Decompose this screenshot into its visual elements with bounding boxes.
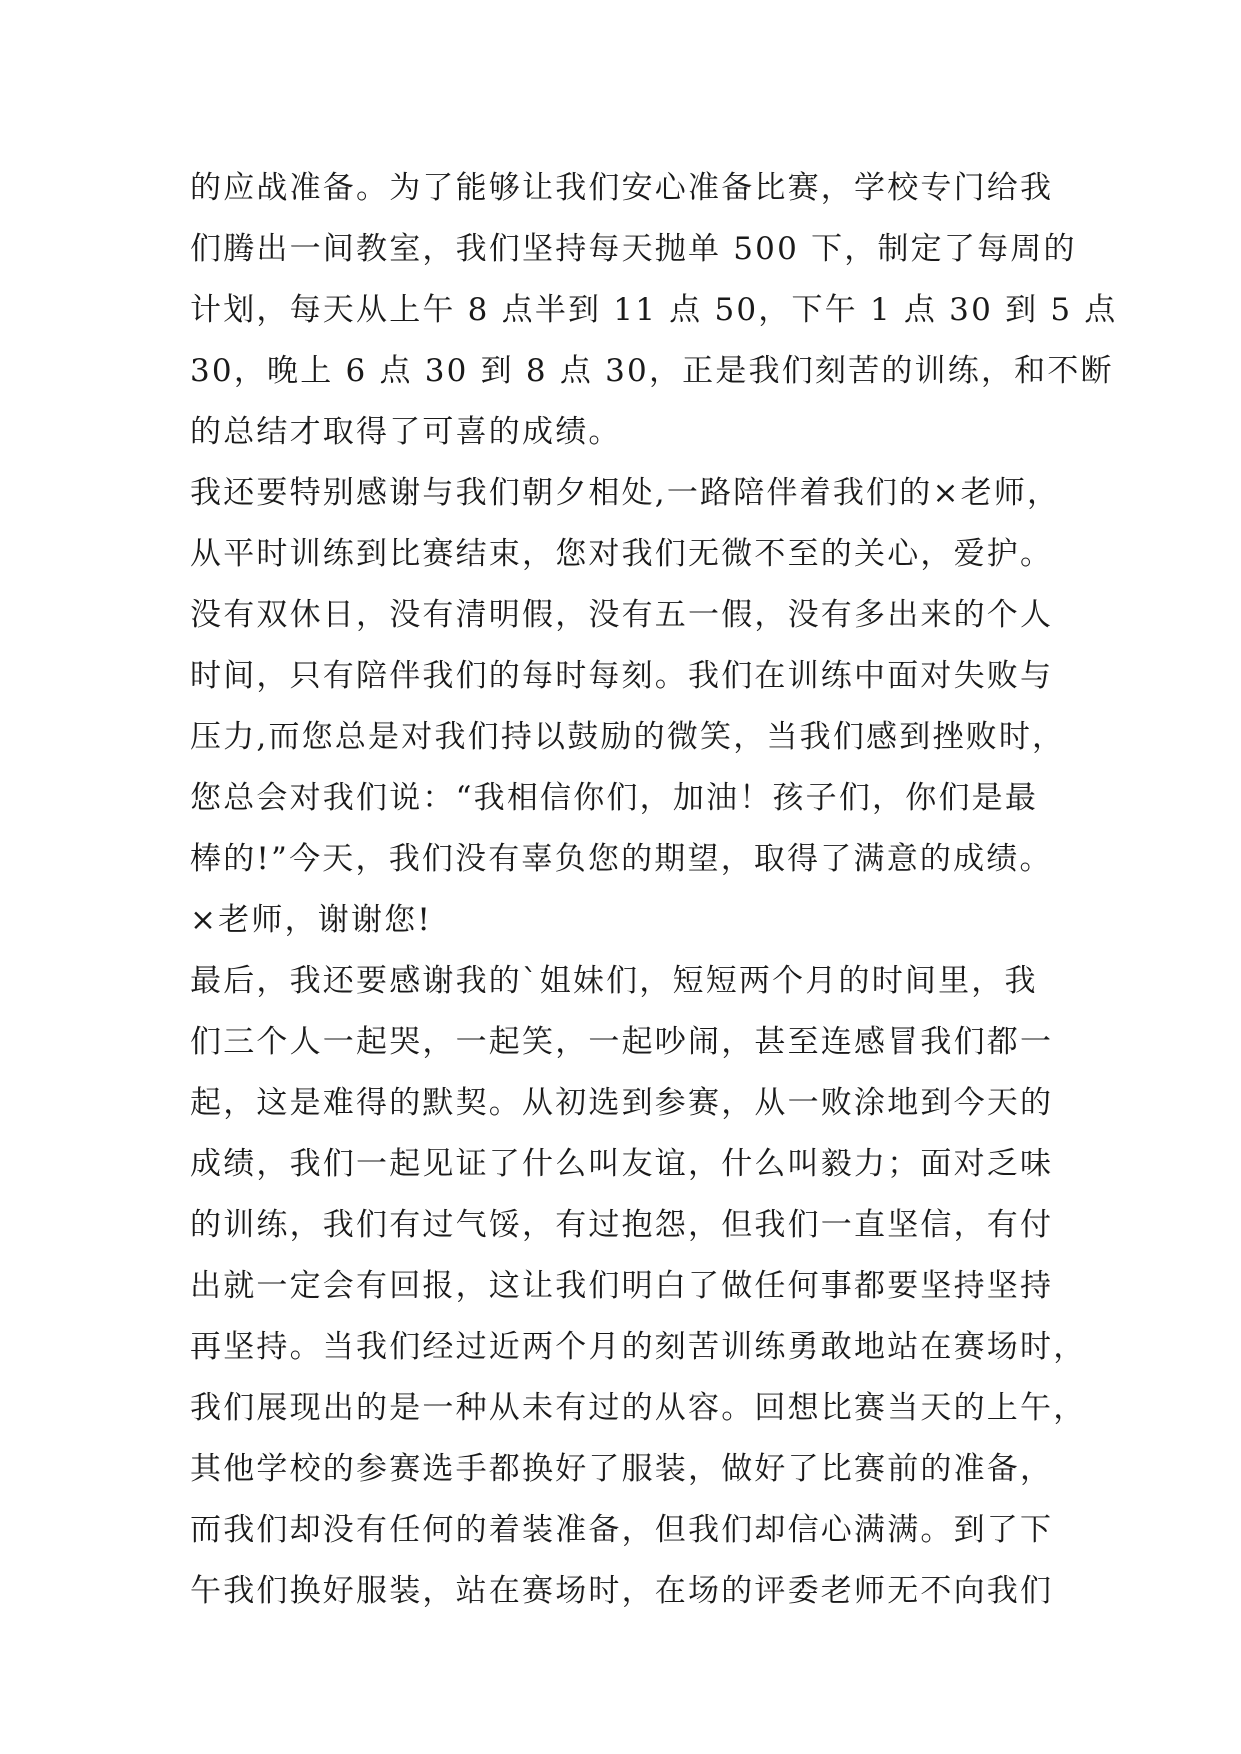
text-line: 其他学校的参赛选手都换好了服装，做好了比赛前的准备，	[190, 1451, 1054, 1487]
text-line: 成绩，我们一起见证了什么叫友谊，什么叫毅力；面对乏味	[190, 1146, 1054, 1182]
body-text	[190, 158, 1118, 1622]
text-line: 的总结才取得了可喜的成绩。	[190, 414, 622, 450]
text-line: 计划，每天从上午 8 点半到 11 点 50，下午 1 点 30 到 5 点	[190, 292, 1118, 328]
text-line: 出就一定会有回报，这让我们明白了做任何事都要坚持坚持	[190, 1268, 1054, 1304]
text-line: 午我们换好服装，站在赛场时，在场的评委老师无不向我们	[190, 1573, 1054, 1609]
text-line: 们三个人一起哭，一起笑，一起吵闹，甚至连感冒我们都一	[190, 1024, 1054, 1060]
text-line: 再坚持。当我们经过近两个月的刻苦训练勇敢地站在赛场时，	[190, 1329, 1087, 1365]
text-line: 而我们却没有任何的着装准备，但我们却信心满满。到了下	[190, 1512, 1054, 1548]
text-line: 没有双休日，没有清明假，没有五一假，没有多出来的个人	[190, 597, 1054, 633]
text-line: 的训练，我们有过气馁，有过抱怨，但我们一直坚信，有付	[190, 1207, 1054, 1243]
text-line: 压力,而您总是对我们持以鼓励的微笑，当我们感到挫败时，	[190, 719, 1066, 755]
text-line: 棒的!”今天，我们没有辜负您的期望，取得了满意的成绩。	[190, 841, 1053, 877]
text-line: 您总会对我们说：“我相信你们，加油！孩子们，你们是最	[190, 780, 1039, 816]
text-line: 最后，我还要感谢我的`姐妹们，短短两个月的时间里，我	[190, 963, 1038, 999]
text-line: 起，这是难得的默契。从初选到参赛，从一败涂地到今天的	[190, 1085, 1054, 1121]
text-line: 们腾出一间教室，我们坚持每天抛单 500 下，制定了每周的	[190, 231, 1077, 267]
text-line: 从平时训练到比赛结束，您对我们无微不至的关心，爱护。	[190, 536, 1054, 572]
text-line: 我还要特别感谢与我们朝夕相处,一路陪伴着我们的×老师，	[190, 475, 1061, 511]
text-line: 我们展现出的是一种从未有过的从容。回想比赛当天的上午，	[190, 1390, 1087, 1426]
text-line: 30，晚上 6 点 30 到 8 点 30，正是我们刻苦的训练，和不断	[190, 353, 1114, 389]
text-line: ×老师，谢谢您!	[190, 902, 433, 938]
text-line: 的应战准备。为了能够让我们安心准备比赛，学校专门给我	[190, 170, 1054, 206]
text-line: 时间，只有陪伴我们的每时每刻。我们在训练中面对失败与	[190, 658, 1054, 694]
